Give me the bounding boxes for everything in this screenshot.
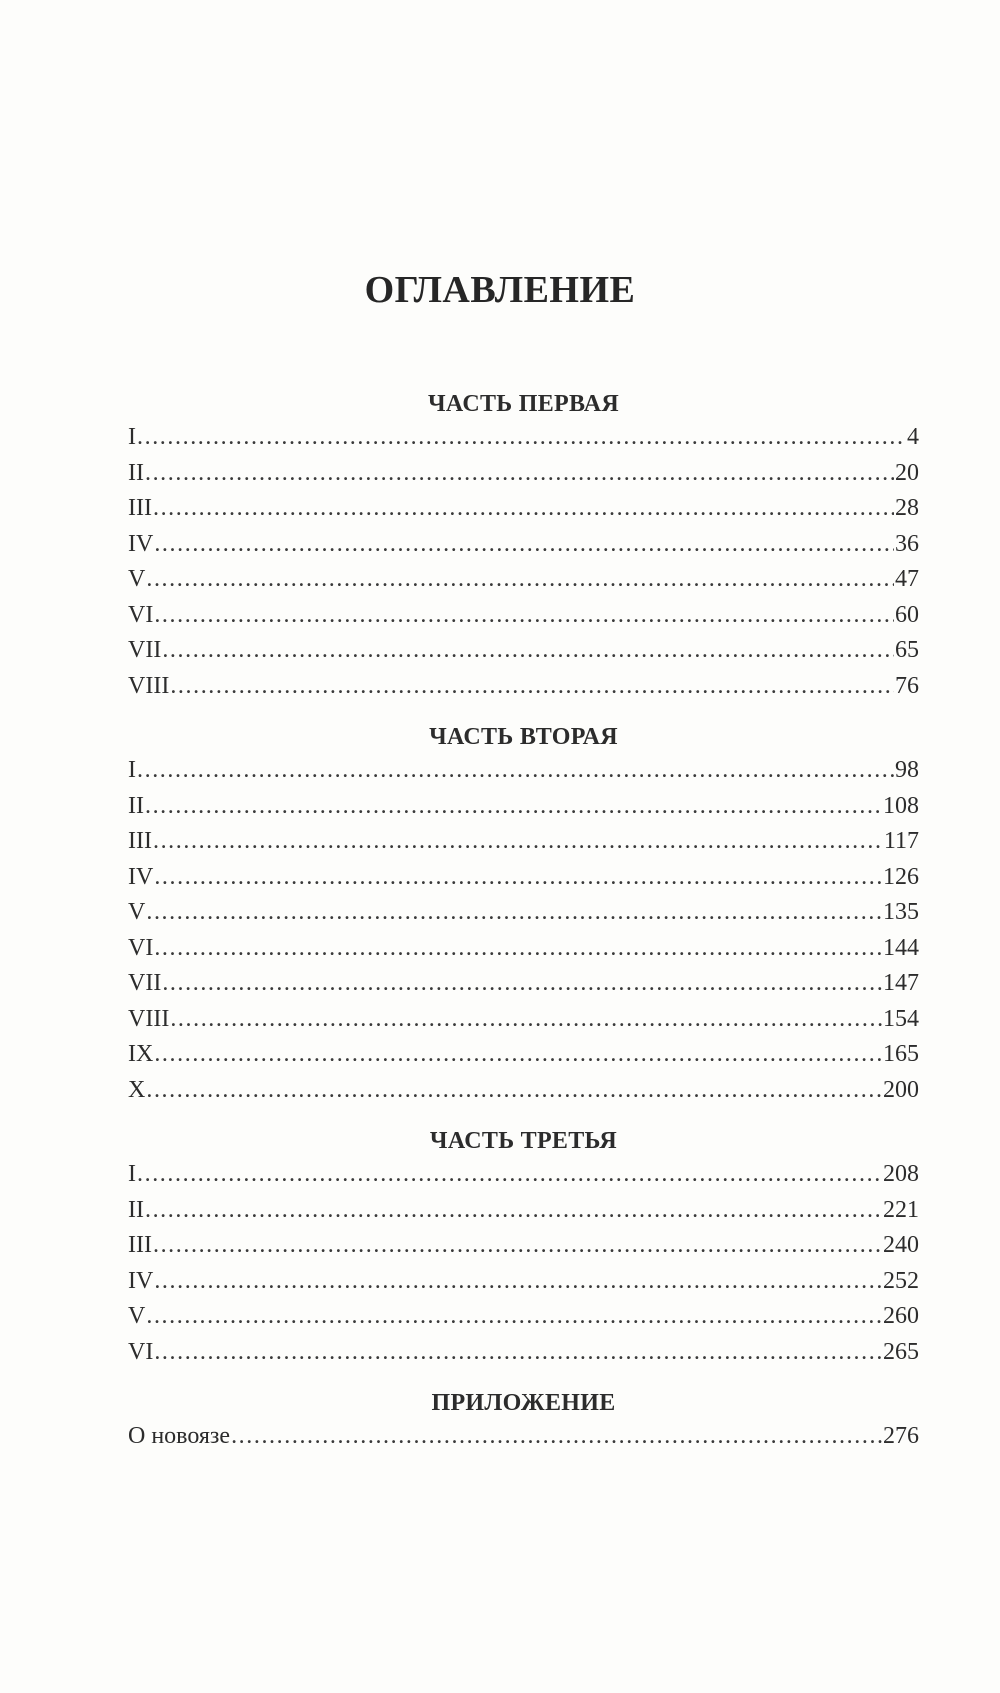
chapter-label: X <box>128 1076 146 1103</box>
table-of-contents <box>128 388 919 1455</box>
toc-entry[interactable] <box>128 1002 919 1038</box>
chapter-label: IV <box>128 1267 154 1294</box>
chapter-label: V <box>128 1303 146 1329</box>
toc-entry[interactable] <box>128 789 919 825</box>
page-number: 47 <box>895 566 919 592</box>
page-number: 147 <box>883 970 919 996</box>
chapter-label: IV <box>128 863 154 890</box>
chapter-label: I <box>128 424 136 450</box>
dot-leader <box>170 669 894 705</box>
dot-leader <box>162 966 882 1002</box>
toc-entry[interactable] <box>128 598 919 634</box>
page-number: 117 <box>883 828 919 854</box>
dot-leader <box>154 1037 882 1073</box>
dot-leader <box>170 1002 882 1038</box>
page-number: 76 <box>895 672 919 699</box>
page-number: 252 <box>883 1267 919 1294</box>
page-number: 208 <box>883 1161 919 1187</box>
toc-entry[interactable] <box>128 1419 919 1455</box>
toc-entry[interactable] <box>128 1193 919 1229</box>
dot-leader <box>145 789 882 825</box>
dot-leader <box>146 1073 882 1109</box>
dot-leader <box>145 1193 882 1229</box>
page-number: 65 <box>895 637 919 663</box>
chapter-label: III <box>128 495 152 521</box>
page-number: 154 <box>883 1005 919 1032</box>
page-number: 165 <box>883 1041 919 1067</box>
section-title: ПРИЛОЖЕНИЕ <box>431 1390 616 1416</box>
toc-entry[interactable] <box>128 669 919 705</box>
chapter-label: VI <box>128 1338 154 1365</box>
page-number: 60 <box>895 601 919 628</box>
chapter-label: V <box>128 566 146 592</box>
page-number: 260 <box>883 1303 919 1329</box>
chapter-label: III <box>128 828 152 854</box>
toc-entry[interactable] <box>128 420 919 456</box>
section-title: ЧАСТЬ ВТОРАЯ <box>429 724 618 750</box>
chapter-label: II <box>128 792 144 819</box>
toc-entry[interactable] <box>128 1264 919 1300</box>
chapter-label: III <box>128 1232 152 1258</box>
page-number: 200 <box>883 1076 919 1103</box>
chapter-label: II <box>128 459 144 486</box>
chapter-label: VI <box>128 934 154 961</box>
toc-entry[interactable] <box>128 562 919 598</box>
dot-leader <box>154 1335 882 1371</box>
toc-entry[interactable] <box>128 1299 919 1335</box>
page-number: 276 <box>883 1423 919 1449</box>
page-title: ОГЛАВЛЕНИЕ <box>364 269 636 311</box>
dot-leader <box>145 456 894 492</box>
dot-leader <box>153 491 894 527</box>
page-number: 108 <box>883 792 919 819</box>
dot-leader <box>137 753 894 789</box>
chapter-label: I <box>128 1161 136 1187</box>
toc-entry[interactable] <box>128 633 919 669</box>
dot-leader <box>154 598 894 634</box>
toc-entry[interactable] <box>128 1228 919 1264</box>
page-number: 221 <box>883 1196 919 1223</box>
dot-leader <box>153 1228 882 1264</box>
toc-entry[interactable] <box>128 895 919 931</box>
chapter-label: VIII <box>128 672 170 699</box>
page-number: 265 <box>883 1338 919 1365</box>
toc-entry[interactable] <box>128 491 919 527</box>
dot-leader <box>231 1419 882 1455</box>
page-number: 126 <box>883 863 919 890</box>
toc-entry[interactable] <box>128 931 919 967</box>
dot-leader <box>153 824 883 860</box>
page-number: 28 <box>895 495 919 521</box>
toc-entry[interactable] <box>128 966 919 1002</box>
page-number: 240 <box>883 1232 919 1258</box>
chapter-label: О новоязе <box>128 1423 231 1449</box>
chapter-label: VII <box>128 637 162 663</box>
chapter-label: V <box>128 899 146 925</box>
toc-entry[interactable] <box>128 1335 919 1371</box>
chapter-label: VIII <box>128 1005 170 1032</box>
dot-leader <box>154 931 882 967</box>
chapter-label: II <box>128 1196 144 1223</box>
dot-leader <box>137 420 906 456</box>
toc-entry[interactable] <box>128 456 919 492</box>
page-number: 4 <box>907 424 919 450</box>
toc-entry[interactable] <box>128 824 919 860</box>
page-number: 36 <box>895 530 919 557</box>
chapter-label: VI <box>128 601 154 628</box>
dot-leader <box>137 1157 882 1193</box>
toc-entry[interactable] <box>128 753 919 789</box>
dot-leader <box>162 633 894 669</box>
dot-leader <box>154 527 894 563</box>
page-number: 20 <box>895 459 919 486</box>
page-number: 144 <box>883 934 919 961</box>
page-number: 98 <box>895 757 919 783</box>
dot-leader <box>154 860 882 896</box>
toc-entry[interactable] <box>128 527 919 563</box>
toc-entry[interactable] <box>128 1037 919 1073</box>
section-title: ЧАСТЬ ПЕРВАЯ <box>427 391 620 417</box>
section-title: ЧАСТЬ ТРЕТЬЯ <box>429 1128 618 1154</box>
toc-entry[interactable] <box>128 860 919 896</box>
dot-leader <box>146 1299 882 1335</box>
toc-entry[interactable] <box>128 1073 919 1109</box>
chapter-label: I <box>128 757 136 783</box>
page-number: 135 <box>883 899 919 925</box>
dot-leader <box>146 895 882 931</box>
dot-leader <box>154 1264 882 1300</box>
chapter-label: VII <box>128 970 162 996</box>
dot-leader <box>146 562 894 598</box>
toc-entry[interactable] <box>128 1157 919 1193</box>
chapter-label: IX <box>128 1041 154 1067</box>
chapter-label: IV <box>128 530 154 557</box>
